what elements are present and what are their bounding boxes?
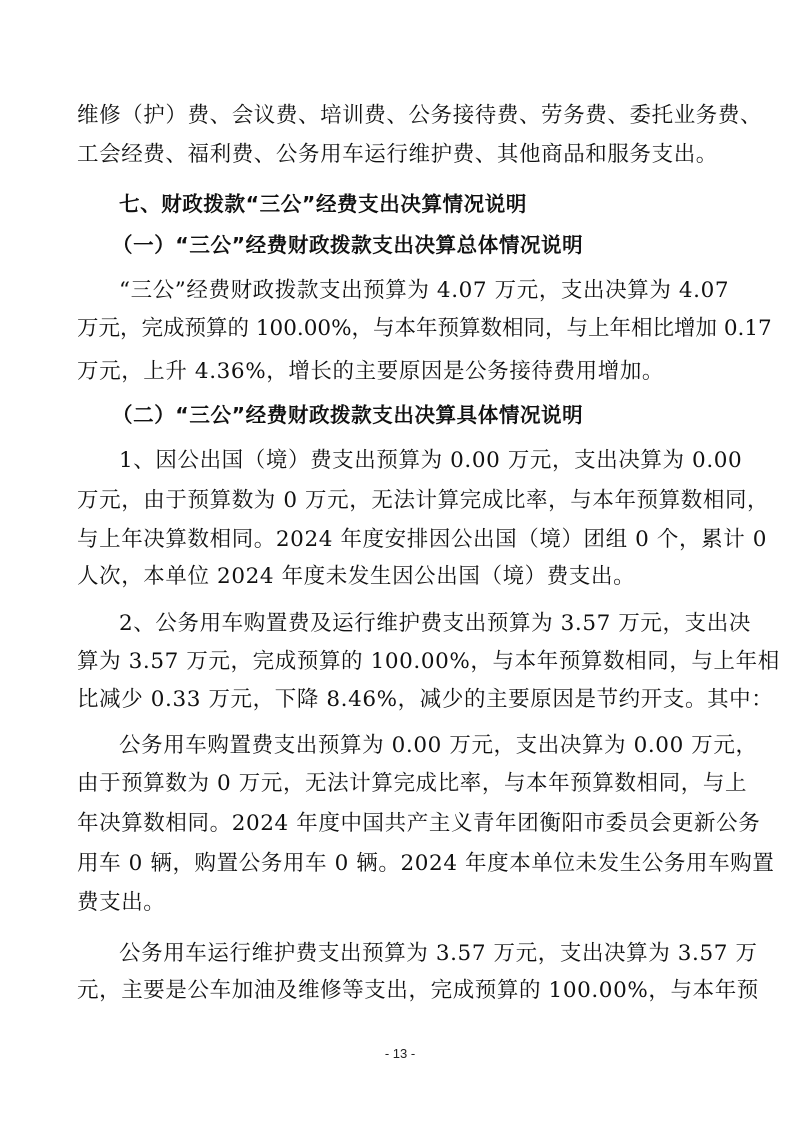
paragraph-line: 2、公务用车购置费及运行维护费支出预算为 3.57 万元，支出决 [119,611,751,636]
paragraph-line: 元，主要是公车加油及维修等支出，完成预算的 100.00%，与本年预 [77,978,759,1003]
paragraph-line: “三公”经费财政拨款支出预算为 4.07 万元，支出决算为 4.07 [119,278,730,303]
paragraph-line: 算为 3.57 万元，完成预算的 100.00%，与本年预算数相同，与上年相 [77,649,780,674]
paragraph-line: 用车 0 辆，购置公务用车 0 辆。2024 年度本单位未发生公务用车购置 [77,851,775,876]
paragraph-line: 1、因公出国（境）费支出预算为 0.00 万元，支出决算为 0.00 [119,448,743,473]
paragraph-line: 人次，本单位 2024 年度未发生因公出国（境）费支出。 [77,564,636,589]
paragraph-line: 公务用车运行维护费支出预算为 3.57 万元，支出决算为 3.57 万 [119,941,758,966]
section-heading: 七、财政拨款“三公”经费支出决算情况说明 [119,192,527,216]
paragraph-line: 万元，由于预算数为 0 万元，无法计算完成比率，与本年预算数相同， [77,488,770,513]
page-number: - 13 - [384,1046,416,1061]
subsection-heading: （二）“三公”经费财政拨款支出决算具体情况说明 [112,403,584,427]
paragraph-line: 比减少 0.33 万元，下降 8.46%，减少的主要原因是节约开支。其中： [77,687,774,712]
paragraph-line: 万元，完成预算的 100.00%，与本年预算数相同，与上年相比增加 0.17 [77,316,772,341]
paragraph-line: 年决算数相同。2024 年度中国共产主义青年团衡阳市委员会更新公务 [77,811,761,836]
paragraph-line: 由于预算数为 0 万元，无法计算完成比率，与本年预算数相同，与上 [77,771,748,796]
subsection-heading: （一）“三公”经费财政拨款支出决算总体情况说明 [112,233,584,257]
paragraph-line: 费支出。 [77,890,166,915]
paragraph-line: 万元，上升 4.36%，增长的主要原因是公务接待费用增加。 [77,359,665,384]
paragraph-line: 公务用车购置费支出预算为 0.00 万元，支出决算为 0.00 万元， [119,733,758,758]
paragraph-line: 与上年决算数相同。2024 年度安排因公出国（境）团组 0 个，累计 0 [77,527,768,552]
paragraph-line: 维修（护）费、会议费、培训费、公务接待费、劳务费、委托业务费、 [77,103,763,128]
paragraph-line: 工会经费、福利费、公务用车运行维护费、其他商品和服务支出。 [77,142,718,167]
